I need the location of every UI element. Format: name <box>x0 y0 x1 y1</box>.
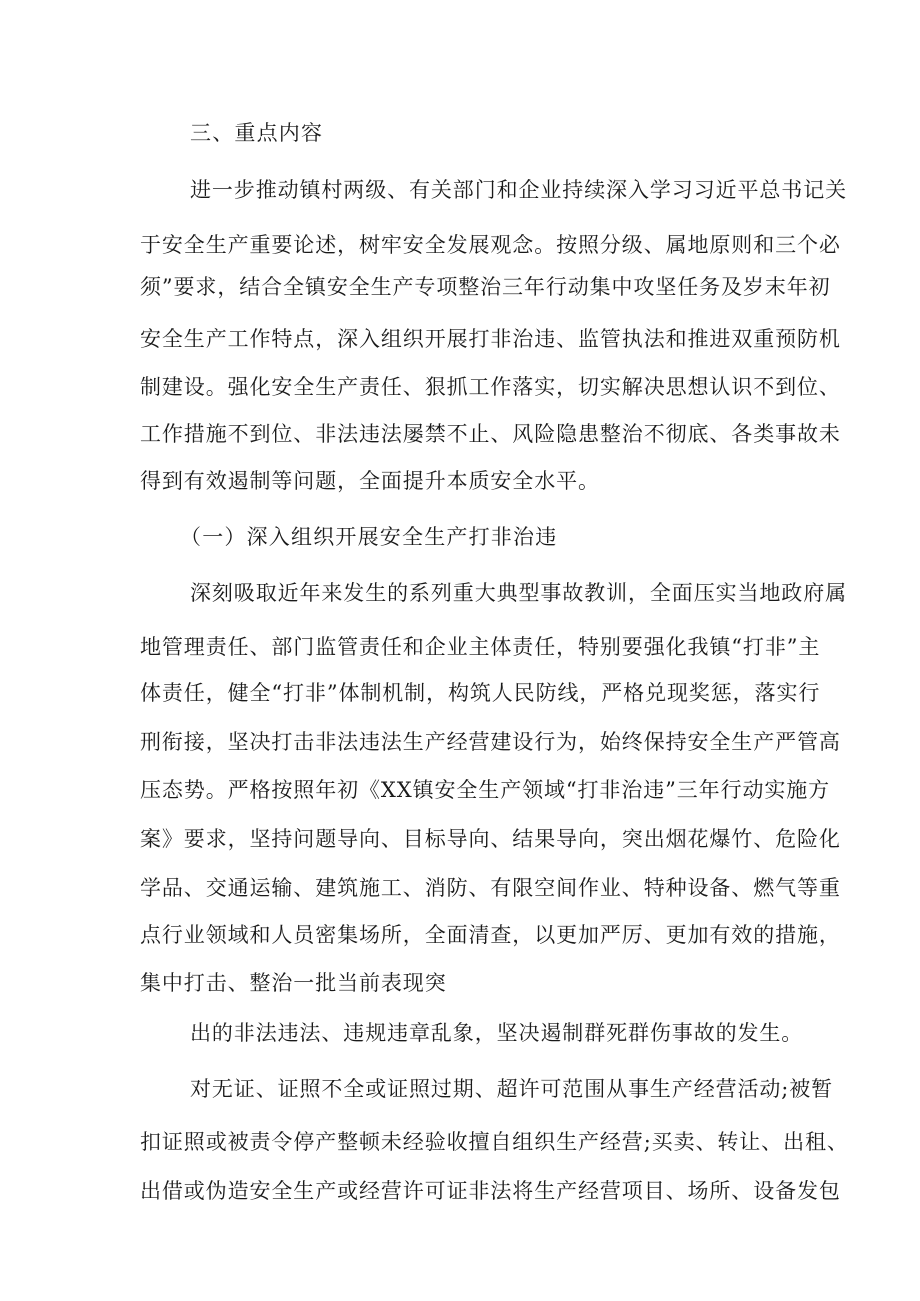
paragraph-1-line-6: 工作措施不到位、非法违法屡禁不止、风险隐患整治不彻底、各类事故未 <box>140 422 841 446</box>
paragraph-2-line-1: 深刻吸取近年来发生的系列重大典型事故教训，全面压实当地政府属 <box>190 581 847 605</box>
paragraph-4-line-1: 对无证、证照不全或证照过期、超许可范围从事生产经营活动;被暂 <box>190 1077 834 1101</box>
paragraph-4-line-2: 扣证照或被责令停产整顿未经验收擅自组织生产经营;买卖、转让、出租、 <box>140 1130 849 1154</box>
paragraph-2-line-4: 刑衔接，坚决打击非法违法生产经营建设行为，始终保持安全生产严管高 <box>140 730 841 754</box>
paragraph-1-line-1: 进一步推动镇村两级、有关部门和企业持续深入学习习近平总书记关 <box>190 178 847 202</box>
section-heading: 三、重点内容 <box>190 121 324 145</box>
paragraph-2-line-3: 体责任，健全“打非”体制机制，构筑人民防线，严格兑现奖惩，落实行 <box>140 681 821 705</box>
paragraph-3-line-1: 出的非法违法、违规违章乱象，坚决遏制群死群伤事故的发生。 <box>190 1021 804 1045</box>
paragraph-1-line-5: 制建设。强化安全生产责任、狠抓工作落实，切实解决思想认识不到位、 <box>140 375 841 399</box>
paragraph-2-line-2: 地管理责任、部门监管责任和企业主体责任，特别要强化我镇“打非”主 <box>140 635 821 659</box>
paragraph-2-line-9: 集中打击、整治一批当前表现突 <box>140 971 447 995</box>
paragraph-1-line-4: 安全生产工作特点，深入组织开展打非治违、监管执法和推进双重预防机 <box>140 327 841 351</box>
paragraph-4-line-3: 出借或伪造安全生产或经营许可证非法将生产经营项目、场所、设备发包 <box>140 1179 841 1203</box>
paragraph-1-line-7: 得到有效遏制等问题，全面提升本质安全水平。 <box>140 469 600 493</box>
subheading-1: （一）深入组织开展安全生产打非治违 <box>180 525 558 549</box>
paragraph-1-line-3: 须”要求，结合全镇安全生产专项整治三年行动集中攻坚任务及岁末年初 <box>140 275 831 299</box>
paragraph-2-line-7: 学品、交通运输、建筑施工、消防、有限空间作业、特种设备、燃气等重 <box>140 876 841 900</box>
paragraph-2-line-6: 案》要求，坚持问题导向、目标导向、结果导向，突出烟花爆竹、危险化 <box>140 827 841 851</box>
paragraph-2-line-5: 压态势。严格按照年初《XX镇安全生产领域“打非治违”三年行动实施方 <box>140 778 831 802</box>
paragraph-2-line-8: 点行业领域和人员密集场所，全面清查，以更加严厉、更加有效的措施， <box>140 923 841 947</box>
paragraph-1-line-2: 于安全生产重要论述，树牢安全发展观念。按照分级、属地原则和三个必 <box>140 233 841 257</box>
